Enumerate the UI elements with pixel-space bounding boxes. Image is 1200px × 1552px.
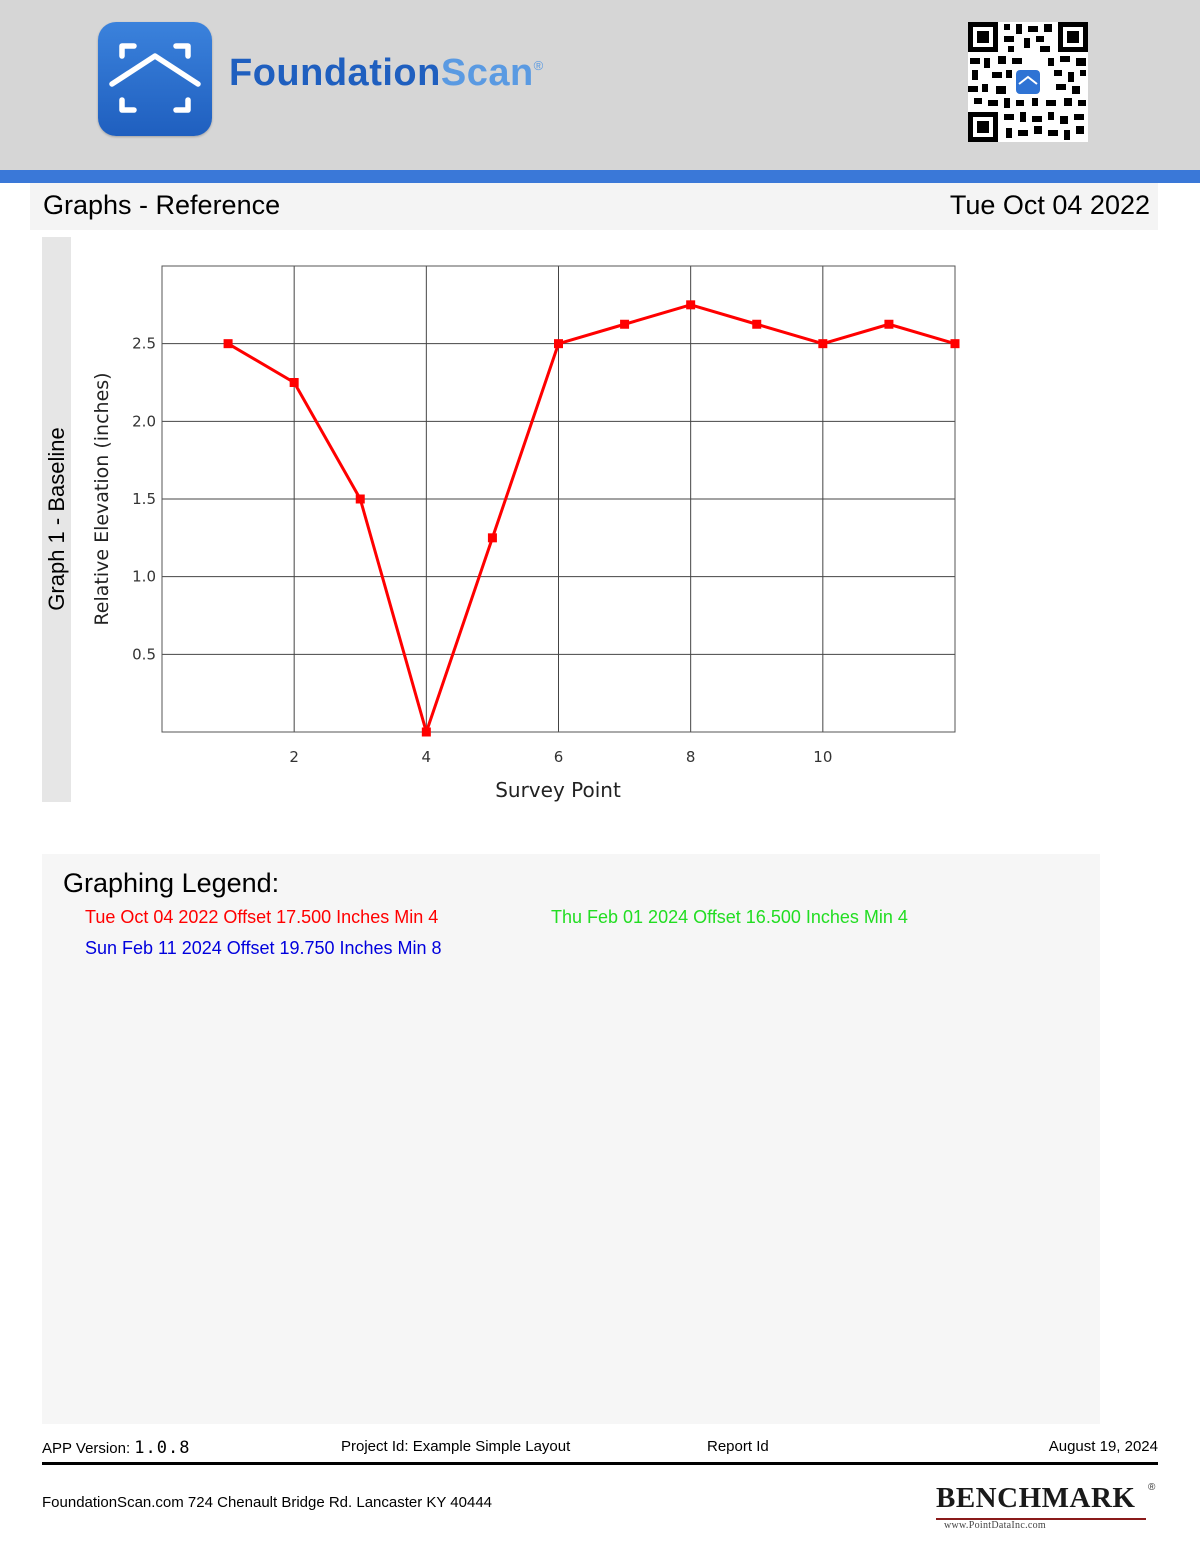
data-point <box>686 300 695 309</box>
company-address: FoundationScan.com 724 Chenault Bridge Rd. Lancaster KY 40444 <box>42 1494 493 1511</box>
brand-part-2: Scan <box>440 52 534 94</box>
report-id: Report Id <box>707 1438 769 1455</box>
data-point <box>818 339 827 348</box>
y-axis-label: Relative Elevation (inches) <box>91 372 113 626</box>
data-point <box>554 339 563 348</box>
x-tick-label: 6 <box>553 748 564 766</box>
x-tick-label: 10 <box>813 748 833 766</box>
app-logo-icon <box>98 22 212 136</box>
data-point <box>422 728 431 737</box>
elevation-chart <box>80 240 980 820</box>
x-tick-label: 4 <box>421 748 432 766</box>
qr-code-icon <box>968 22 1088 142</box>
axis-ticks <box>132 335 832 766</box>
series-layer <box>224 300 960 736</box>
y-tick-label: 0.5 <box>132 645 156 664</box>
legend-entry: Thu Feb 01 2024 Offset 16.500 Inches Min 4 <box>551 907 908 927</box>
title-bar <box>30 183 1158 230</box>
grid-lines <box>162 266 955 732</box>
app-version <box>42 1438 190 1458</box>
x-tick-label: 8 <box>685 748 696 766</box>
registered-mark: ® <box>533 58 544 73</box>
benchmark-reg-mark: ® <box>1148 1482 1156 1493</box>
y-tick-label: 1.5 <box>132 490 156 508</box>
footer-divider <box>42 1462 1158 1465</box>
data-point <box>752 320 761 329</box>
brand-name <box>229 52 544 95</box>
legend-entry: Sun Feb 11 2024 Offset 19.750 Inches Min 8 <box>85 938 442 958</box>
data-point <box>620 320 629 329</box>
data-point <box>884 320 893 329</box>
data-point <box>356 495 365 504</box>
app-version-label: APP Version: <box>42 1440 131 1457</box>
data-point <box>290 378 299 387</box>
legend-panel <box>42 854 1100 1424</box>
x-tick-label: 2 <box>289 748 299 766</box>
legend-entry: Tue Oct 04 2022 Offset 17.500 Inches Min 4 <box>85 907 439 927</box>
app-version-value: 1.0.8 <box>134 1438 191 1458</box>
footer-date: August 19, 2024 <box>1048 1438 1158 1455</box>
series-line <box>228 305 955 732</box>
graph-label: Graph 1 - Baseline <box>44 427 69 611</box>
x-axis-label: Survey Point <box>495 778 621 802</box>
data-point <box>488 533 497 542</box>
project-id: Project Id: Example Simple Layout <box>341 1438 571 1455</box>
page-title: Graphs - Reference <box>43 190 281 220</box>
data-point <box>951 339 960 348</box>
benchmark-logo <box>930 1482 1160 1532</box>
benchmark-url: www.PointDataInc.com <box>944 1520 1046 1531</box>
benchmark-wordmark: BENCHMARK <box>936 1482 1136 1514</box>
brand-part-1: Foundation <box>229 52 441 94</box>
legend-title: Graphing Legend: <box>63 868 280 898</box>
y-tick-label: 1.0 <box>132 567 156 586</box>
data-point <box>224 339 233 348</box>
header-bar <box>0 0 1200 170</box>
y-tick-label: 2.5 <box>132 334 156 353</box>
y-tick-label: 2.0 <box>132 412 156 431</box>
report-date: Tue Oct 04 2022 <box>949 190 1150 220</box>
header-stripe <box>0 170 1200 183</box>
